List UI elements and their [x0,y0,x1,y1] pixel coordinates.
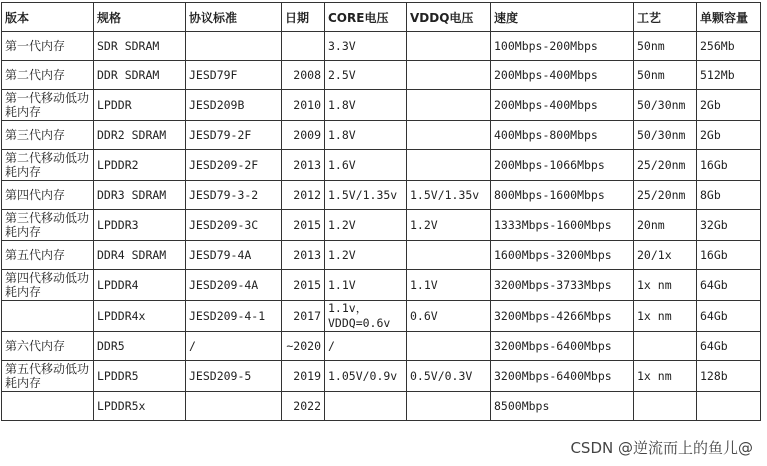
cell-standard: JESD209B [186,90,282,121]
cell-date: 2022 [282,392,325,421]
cell-core-voltage: 1.8V [325,90,407,121]
cell-spec: LPDDR5x [94,392,186,421]
cell-spec: DDR2 SDRAM [94,121,186,150]
cell-process: 50nm [634,32,697,61]
cell-capacity: 16Gb [697,241,761,270]
table-row [2,181,761,210]
cell-version [2,301,94,332]
cell-standard: / [186,332,282,361]
table-row [2,332,761,361]
cell-speed: 400Mbps-800Mbps [491,121,634,150]
cell-vddq-voltage [407,90,491,121]
cell-process: 50/30nm [634,90,697,121]
cell-standard: JESD209-2F [186,150,282,181]
cell-standard: JESD209-5 [186,361,282,392]
cell-core-voltage: 1.5V/1.35v [325,181,407,210]
cell-date: ~2020 [282,332,325,361]
cell-date [282,32,325,61]
cell-spec: LPDDR4 [94,270,186,301]
cell-standard: JESD79-3-2 [186,181,282,210]
cell-date: 2008 [282,61,325,90]
cell-version: 第一代内存 [2,32,94,61]
header-row [2,3,761,32]
cell-core-voltage: 1.6V [325,150,407,181]
cell-speed: 100Mbps-200Mbps [491,32,634,61]
cell-core-voltage: 3.3V [325,32,407,61]
header-spec: 规格 [94,3,186,32]
cell-date: 2013 [282,150,325,181]
table-row [2,392,761,421]
cell-core-voltage: 1.2V [325,241,407,270]
cell-vddq-voltage [407,392,491,421]
memory-spec-table [1,2,761,421]
cell-core-voltage: 2.5V [325,61,407,90]
cell-capacity: 2Gb [697,90,761,121]
header-version: 版本 [2,3,94,32]
cell-core-voltage: 1.2V [325,210,407,241]
cell-core-voltage: 1.1v，VDDQ=0.6v [325,301,407,332]
cell-spec: DDR4 SDRAM [94,241,186,270]
cell-vddq-voltage: 1.1V [407,270,491,301]
cell-date: 2012 [282,181,325,210]
table-row [2,301,761,332]
cell-capacity: 128b [697,361,761,392]
cell-version: 第三代内存 [2,121,94,150]
cell-process: 20nm [634,210,697,241]
cell-core-voltage: 1.8V [325,121,407,150]
cell-process: 1x nm [634,301,697,332]
cell-speed: 1333Mbps-1600Mbps [491,210,634,241]
cell-version: 第四代内存 [2,181,94,210]
cell-capacity [697,392,761,421]
header-capacity: 单颗容量 [697,3,761,32]
cell-version: 第二代内存 [2,61,94,90]
cell-capacity: 8Gb [697,181,761,210]
cell-vddq-voltage [407,241,491,270]
watermark-text: CSDN @逆流而上的鱼儿@ [570,439,753,457]
cell-vddq-voltage: 0.6V [407,301,491,332]
cell-version: 第六代内存 [2,332,94,361]
table-row [2,150,761,181]
cell-process [634,392,697,421]
cell-process: 1x nm [634,361,697,392]
header-date: 日期 [282,3,325,32]
cell-vddq-voltage [407,61,491,90]
table-row [2,210,761,241]
cell-capacity: 2Gb [697,121,761,150]
memory-spec-table-container [1,2,761,421]
cell-version: 第二代移动低功耗内存 [2,150,94,181]
cell-spec: DDR5 [94,332,186,361]
header-vddq-voltage: VDDQ电压 [407,3,491,32]
cell-version [2,392,94,421]
cell-spec: LPDDR4x [94,301,186,332]
cell-process: 1x nm [634,270,697,301]
cell-version: 第五代移动低功耗内存 [2,361,94,392]
cell-date: 2013 [282,241,325,270]
cell-capacity: 256Mb [697,32,761,61]
cell-process: 25/20nm [634,181,697,210]
cell-process [634,332,697,361]
cell-process: 50/30nm [634,121,697,150]
table-row [2,32,761,61]
cell-speed: 3200Mbps-6400Mbps [491,361,634,392]
cell-speed: 3200Mbps-6400Mbps [491,332,634,361]
table-row [2,361,761,392]
cell-core-voltage: 1.05V/0.9v [325,361,407,392]
cell-standard: JESD79-2F [186,121,282,150]
table-row [2,121,761,150]
cell-capacity: 16Gb [697,150,761,181]
cell-speed: 1600Mbps-3200Mbps [491,241,634,270]
cell-vddq-voltage: 0.5V/0.3V [407,361,491,392]
cell-speed: 3200Mbps-3733Mbps [491,270,634,301]
cell-version: 第一代移动低功耗内存 [2,90,94,121]
cell-vddq-voltage [407,121,491,150]
cell-capacity: 32Gb [697,210,761,241]
cell-version: 第四代移动低功耗内存 [2,270,94,301]
cell-date: 2015 [282,270,325,301]
cell-speed: 8500Mbps [491,392,634,421]
cell-date: 2010 [282,90,325,121]
header-standard: 协议标准 [186,3,282,32]
cell-standard: JESD79-4A [186,241,282,270]
cell-speed: 200Mbps-1066Mbps [491,150,634,181]
cell-core-voltage: / [325,332,407,361]
cell-vddq-voltage [407,332,491,361]
cell-date: 2017 [282,301,325,332]
cell-capacity: 512Mb [697,61,761,90]
cell-spec: SDR SDRAM [94,32,186,61]
cell-date: 2015 [282,210,325,241]
cell-speed: 200Mbps-400Mbps [491,90,634,121]
table-row [2,241,761,270]
cell-version: 第三代移动低功耗内存 [2,210,94,241]
cell-core-voltage [325,392,407,421]
cell-spec: LPDDR5 [94,361,186,392]
cell-process: 20/1x [634,241,697,270]
cell-standard: JESD209-3C [186,210,282,241]
header-core-voltage: CORE电压 [325,3,407,32]
cell-date: 2009 [282,121,325,150]
cell-capacity: 64Gb [697,332,761,361]
cell-date: 2019 [282,361,325,392]
cell-standard: JESD79F [186,61,282,90]
table-row [2,61,761,90]
cell-vddq-voltage [407,32,491,61]
cell-spec: LPDDR3 [94,210,186,241]
header-process: 工艺 [634,3,697,32]
cell-vddq-voltage [407,150,491,181]
cell-spec: LPDDR [94,90,186,121]
cell-process: 50nm [634,61,697,90]
cell-capacity: 64Gb [697,301,761,332]
cell-standard: JESD209-4-1 [186,301,282,332]
cell-speed: 800Mbps-1600Mbps [491,181,634,210]
cell-vddq-voltage: 1.2V [407,210,491,241]
cell-core-voltage: 1.1V [325,270,407,301]
header-speed: 速度 [491,3,634,32]
cell-vddq-voltage: 1.5V/1.35v [407,181,491,210]
cell-version: 第五代内存 [2,241,94,270]
cell-spec: LPDDR2 [94,150,186,181]
cell-standard: JESD209-4A [186,270,282,301]
cell-spec: DDR SDRAM [94,61,186,90]
cell-standard [186,32,282,61]
cell-spec: DDR3 SDRAM [94,181,186,210]
table-row [2,90,761,121]
cell-speed: 200Mbps-400Mbps [491,61,634,90]
cell-capacity: 64Gb [697,270,761,301]
table-row [2,270,761,301]
cell-process: 25/20nm [634,150,697,181]
cell-speed: 3200Mbps-4266Mbps [491,301,634,332]
cell-standard [186,392,282,421]
